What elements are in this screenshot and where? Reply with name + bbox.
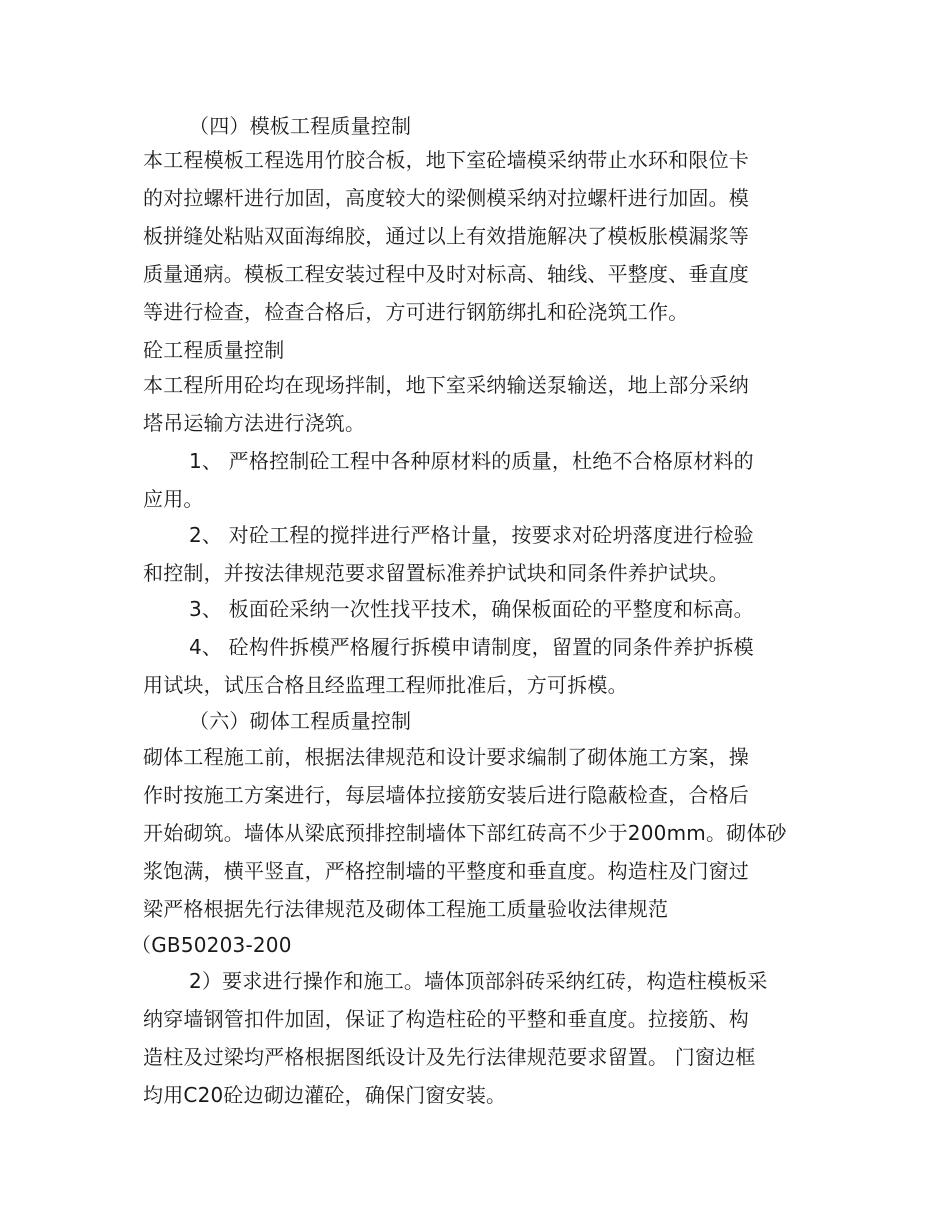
paragraph-line: 作时按施工方案进行，每层墙体拉接筋安装后进行隐蔽检查，合格后 (143, 783, 749, 807)
paragraph-line: 梁严格根据先行法律规范及砌体工程施工质量验收法律规范 (143, 897, 669, 921)
paragraph-line: 等进行检查，检查合格后，方可进行钢筋绑扎和砼浇筑工作。 (143, 300, 689, 324)
paragraph-line: 砌体工程施工前，根据法律规范和设计要求编制了砌体施工方案，操 (143, 745, 749, 769)
paragraph-line: 本工程所用砼均在现场拌制，地下室采纳输送泵输送，地上部分采纳 (143, 373, 749, 397)
list-item-1: 1、 严格控制砼工程中各种原材料的质量，杜绝不合格原材料的 (189, 449, 754, 473)
paragraph-line: 的对拉螺杆进行加固，高度较大的梁侧模采纳对拉螺杆进行加固。模 (143, 186, 749, 210)
paragraph-line: 塔吊运输方法进行浇筑。 (143, 411, 366, 435)
section-heading-formwork: （四）模板工程质量控制 (189, 114, 412, 138)
section-heading-concrete: 砼工程质量控制 (143, 338, 285, 362)
list-item-3: 3、 板面砼采纳一次性找平技术，确保板面砼的平整度和标高。 (189, 597, 754, 621)
paragraph-line: 用试块，试压合格且经监理工程师批准后，方可拆模。 (143, 673, 628, 697)
paragraph-line: 纳穿墙钢管扣件加固，保证了构造柱砼的平整和垂直度。拉接筋、构 (143, 1007, 749, 1031)
paragraph-line: 开始砌筑。墙体从梁底预排控制墙体下部红砖高不少于200mm。砌体砂 (143, 821, 787, 845)
paragraph-line: 质量通病。模板工程安装过程中及时对标高、轴线、平整度、垂直度 (143, 262, 749, 286)
paragraph-line: 和控制，并按法律规范要求留置标准养护试块和同条件养护试块。 (143, 561, 729, 585)
paragraph-line: 本工程模板工程选用竹胶合板，地下室砼墙模采纳带止水环和限位卡 (143, 148, 749, 172)
paragraph-line: 均用C20砼边砌边灌砼，确保门窗安装。 (143, 1083, 507, 1107)
paragraph-line: 板拼缝处粘贴双面海绵胶，通过以上有效措施解决了模板胀模漏浆等 (143, 224, 749, 248)
list-item-2: 2、 对砼工程的搅拌进行严格计量，按要求对砼坍落度进行检验 (189, 523, 754, 547)
paragraph-line: 浆饱满，横平竖直，严格控制墙的平整度和垂直度。构造柱及门窗过 (143, 859, 749, 883)
paragraph-line: 2）要求进行操作和施工。墙体顶部斜砖采纳红砖，构造柱模板采 (189, 969, 768, 993)
paragraph-line: 应用。 (143, 487, 204, 511)
standard-reference: （GB50203-200 (131, 933, 292, 957)
paragraph-line: 造柱及过梁均严格根据图纸设计及先行法律规范要求留置。 门窗边框 (143, 1045, 756, 1069)
section-heading-masonry: （六）砌体工程质量控制 (189, 709, 412, 733)
list-item-4: 4、 砼构件拆模严格履行拆模申请制度，留置的同条件养护拆模 (189, 635, 754, 659)
